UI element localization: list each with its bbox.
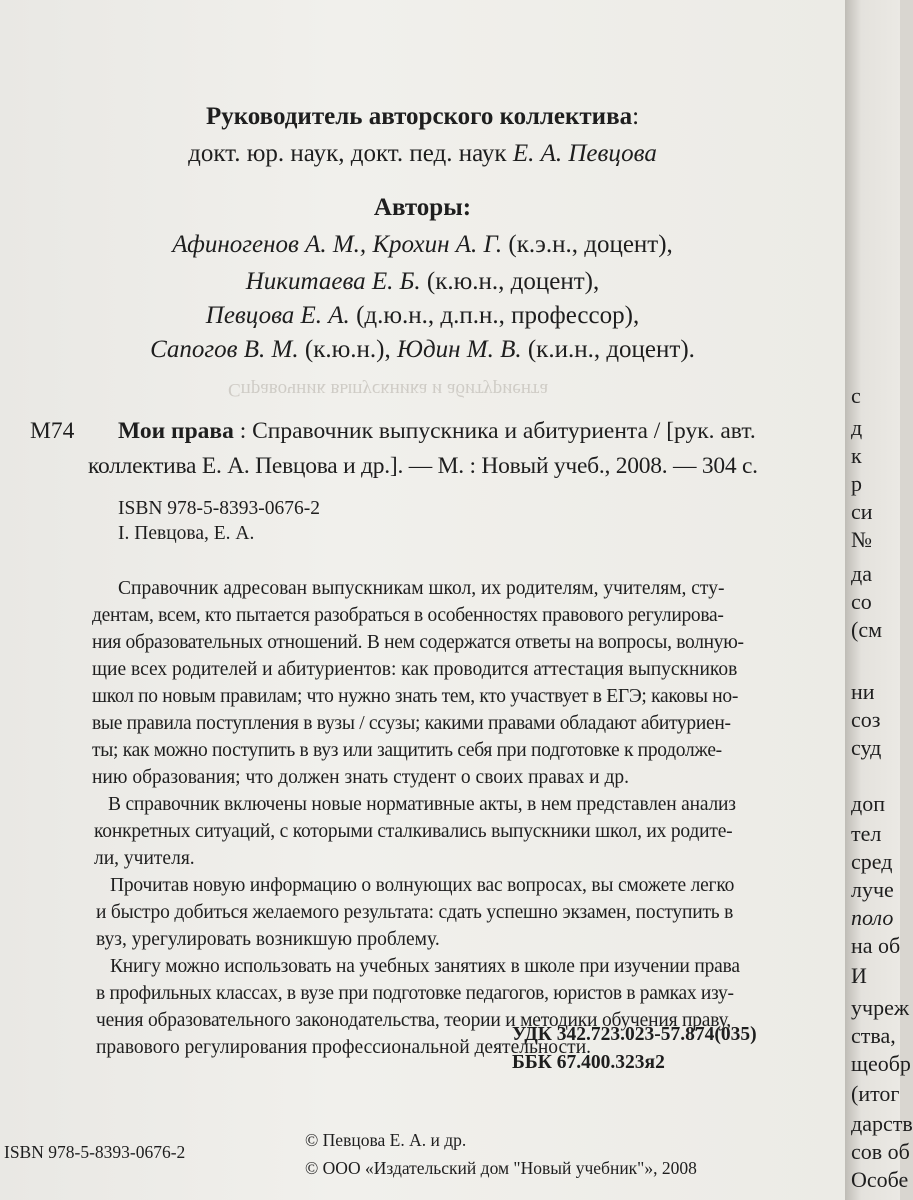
leader-label: Руководитель авторского коллектива: [205, 103, 633, 130]
adjacent-page-fragment: тел: [851, 821, 882, 846]
adjacent-page-fragment: со: [851, 589, 872, 614]
annotation-line: ли, учителя.: [94, 848, 195, 869]
annotation-line: конкретных ситуаций, с которыми сталкивались выпускники школ, их родите-: [94, 821, 733, 842]
annotation-line: вые правила поступления в вузы / ссузы; какими правами обладают абитуриен-: [92, 713, 731, 734]
annotation-line: в профильных классах, в вузе при подготовке педагогов, юристов в рамках изу-: [96, 983, 734, 1004]
annotation-line: вуз, урегулировать возникшую проблему.: [96, 929, 440, 950]
author-name: Певцова Е. А.: [205, 302, 350, 329]
adjacent-page-fragment: соз: [851, 707, 881, 732]
bbk-code: ББК 67.400.323я2: [512, 1052, 665, 1073]
adjacent-page-fragment: ства,: [851, 1023, 896, 1048]
author-degree: (к.ю.н., доцент),: [426, 268, 600, 295]
biblio-isbn: ISBN 978-5-8393-0676-2: [118, 498, 321, 519]
adjacent-page-fragment: с: [851, 383, 861, 408]
author-name: Афиногенов А. М.,: [172, 231, 367, 258]
adjacent-page-fragment: учреж: [851, 995, 910, 1020]
adjacent-page-fragment: щеобр: [851, 1051, 911, 1076]
author-degree: (к.ю.н.),: [304, 336, 391, 363]
annotation-line: Книгу можно использовать на учебных занятиях в школе при изучении права: [110, 956, 740, 977]
annotation-line: школ по новым правилам; что нужно знать тем, кто участвует в ЕГЭ; каковы но-: [92, 686, 739, 707]
adjacent-page-fragment: д: [851, 415, 863, 440]
adjacent-page-fragment: сов об: [851, 1139, 910, 1164]
biblio-line-1: [118, 418, 756, 445]
biblio-line-2: коллектива Е. А. Певцова и др.]. — М. : Новый учеб., 2008. — 304 с.: [88, 453, 758, 479]
author-name: Крохин А. Г.: [372, 231, 503, 258]
author-name: Никитаева Е. Б.: [245, 268, 421, 295]
adjacent-page-fragment: р: [851, 471, 862, 496]
annotation-line: Прочитав новую информацию о волнующих вас вопросах, вы сможете легко: [110, 875, 735, 896]
adjacent-page-fragment: сред: [851, 849, 893, 874]
adjacent-page-edge: [845, 0, 913, 1200]
annotation-line: нию образования; что должен знать студент о своих правах и др.: [92, 767, 630, 788]
copyright-publisher: © ООО «Издательский дом "Новый учебник"», 2008: [305, 1158, 697, 1178]
annotation-line: дентам, всем, кто пытается разобраться в особенностях правового регулирова-: [92, 605, 724, 626]
leader-degrees-line: [0, 140, 845, 168]
adjacent-page-fragment: И: [851, 963, 867, 988]
authors-label: Авторы:: [373, 194, 472, 221]
author-row-1: [0, 231, 845, 259]
author-mark-code: М74: [30, 418, 75, 444]
adjacent-page-fragment: да: [851, 561, 872, 586]
book-title: Мои права: [118, 418, 234, 444]
author-row-2: [0, 268, 845, 296]
copyright-authors: © Певцова Е. А. и др.: [305, 1130, 467, 1150]
adjacent-page-fragment: доп: [851, 791, 885, 816]
footer-isbn: ISBN 978-5-8393-0676-2: [4, 1142, 186, 1162]
show-through-text: Справочник выпускника и абитуриента: [228, 379, 549, 400]
author-row-4: [0, 336, 845, 364]
annotation-line: щие всех родителей и абитуриентов: как проводится аттестация выпускников: [92, 659, 738, 680]
author-name: Сапогов В. М.: [150, 336, 299, 363]
author-name: Юдин М. В.: [396, 336, 522, 363]
leader-degrees: докт. юр. наук, докт. пед. наук: [188, 140, 507, 167]
udk-code: УДК 342.723.023-57.874(035): [512, 1024, 757, 1045]
leader-name: Е. А. Певцова: [512, 140, 657, 167]
book-subtitle: : Справочник выпускника и абитуриента / [рук. авт.: [239, 418, 756, 444]
annotation-line: Справочник адресован выпускникам школ, их родителям, учителям, сту-: [118, 578, 725, 599]
adjacent-page-fragment: №: [851, 527, 872, 552]
annotation-line: ты; как можно поступить в вуз или защитить себя при подготовке к продолже-: [92, 740, 722, 761]
adjacent-page-fragment: (итог: [851, 1081, 900, 1106]
author-degree: (к.и.н., доцент).: [527, 336, 695, 363]
adjacent-page-fragment: Особе: [851, 1167, 909, 1192]
biblio-index: I. Певцова, Е. А.: [118, 523, 255, 544]
annotation-line: правового регулирования профессиональной деятельности.: [96, 1037, 592, 1058]
author-degree: (д.ю.н., д.п.н., профессор),: [356, 302, 640, 329]
adjacent-page-fragment: дарств: [851, 1111, 913, 1136]
adjacent-page-fragment: к: [851, 443, 862, 468]
adjacent-page-fragment: поло: [851, 905, 894, 930]
annotation-line: чения образовательного законодательства, теории и методики обучения праву,: [96, 1010, 731, 1031]
annotation-line: В справочник включены новые нормативные акты, в нем представлен анализ: [108, 794, 736, 815]
leader-line: Руководитель авторского коллектива:: [205, 103, 640, 130]
adjacent-page-fragment: суд: [851, 735, 882, 760]
adjacent-page-fragment: ни: [851, 679, 875, 704]
annotation-line: ния образовательных отношений. В нем содержатся ответы на вопросы, волную-: [92, 632, 744, 653]
adjacent-page-fragment: (см: [851, 617, 883, 642]
author-row-3: [0, 302, 845, 330]
author-degree: (к.э.н., доцент),: [508, 231, 673, 258]
adjacent-page-fragment: на об: [851, 933, 901, 958]
adjacent-page-fragment: си: [851, 499, 873, 524]
annotation-line: и быстро добиться желаемого результата: сдать успешно экзамен, поступить в: [96, 902, 734, 923]
adjacent-page-fragment: луче: [851, 877, 894, 902]
